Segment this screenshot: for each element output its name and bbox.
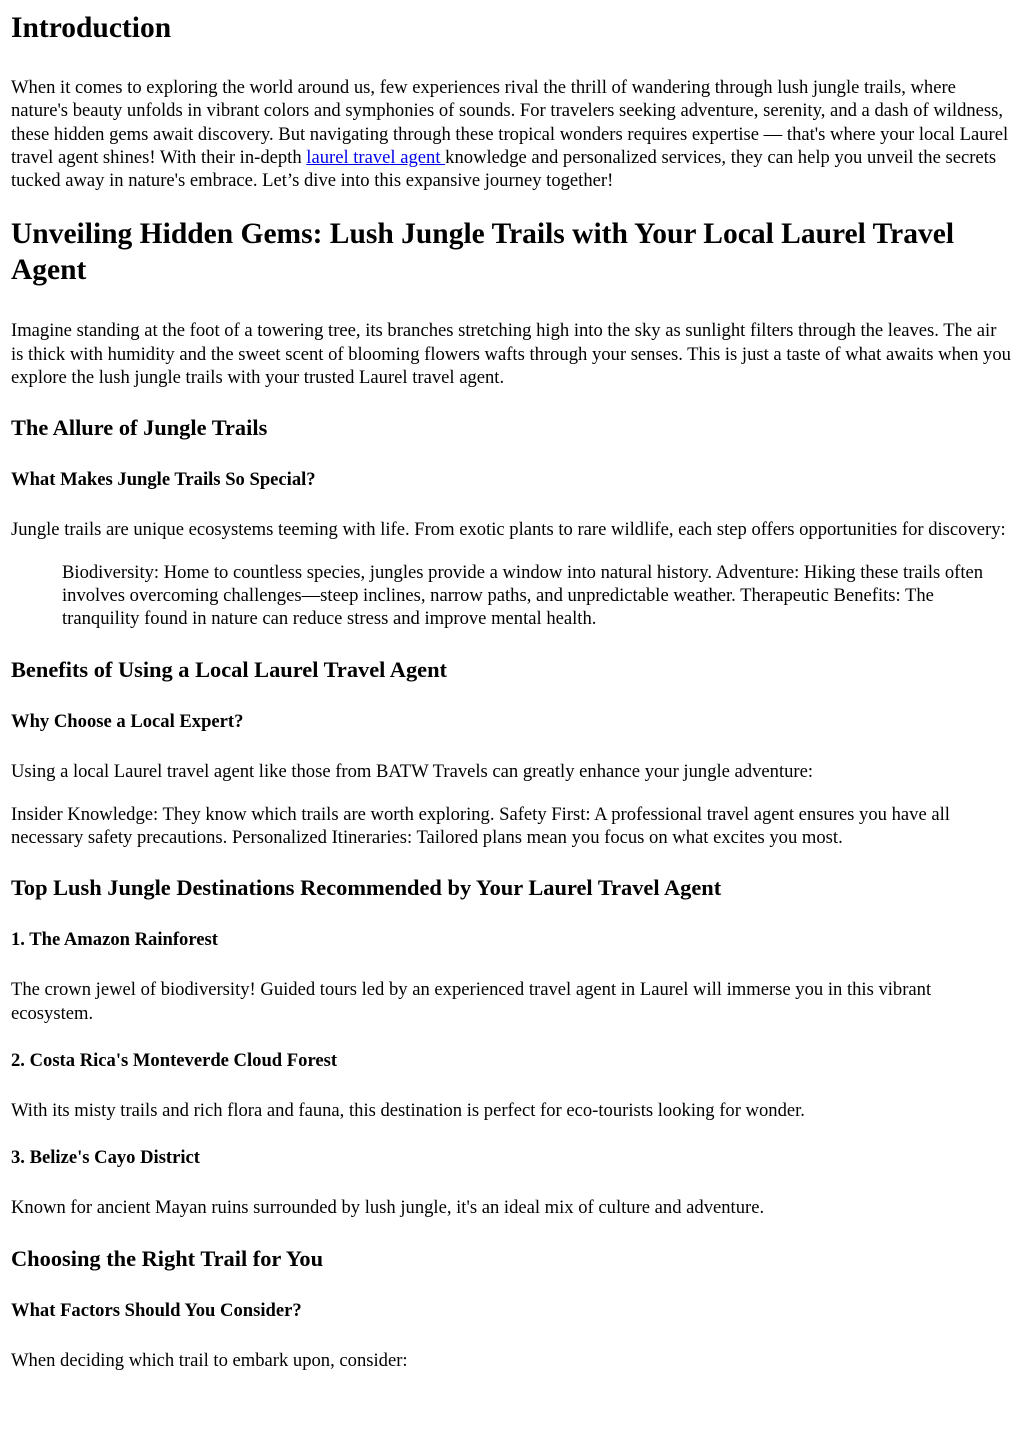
benefits-paragraph-2: Insider Knowledge: They know which trails are worth exploring. Safety First: A professional travel agent ensures you have all necessary safety precautions. Personalized Itineraries: Tailored plans mean you focus on what excites you most. [11, 803, 950, 849]
destination-description: Known for ancient Mayan ruins surrounded by lush jungle, it's an ideal mix of culture and adventure. [11, 1197, 765, 1219]
benefits-subheading: Why Choose a Local Expert? [11, 710, 244, 732]
destination-title: 2. Costa Rica's Monteverde Cloud Forest [11, 1050, 338, 1072]
unveiling-section [11, 216, 1013, 389]
destination-title: 1. The Amazon Rainforest [11, 929, 218, 951]
benefits-section [11, 656, 1013, 850]
unveiling-paragraph: Imagine standing at the foot of a towering tree, its branches stretching high into the sky as sunlight filters through the leaves. The air is thick with humidity and the sweet scent of blooming flowers wafts through your senses. This is just a taste of what awaits when you explore the lush jungle trails with your trusted Laurel travel agent. [11, 320, 1011, 389]
destinations-heading: Top Lush Jungle Destinations Recommended by Your Laurel Travel Agent [11, 875, 722, 901]
intro-paragraph [11, 76, 1013, 192]
unveiling-heading: Unveiling Hidden Gems: Lush Jungle Trails with Your Local Laurel Travel Agent [11, 218, 955, 287]
destination-description: The crown jewel of biodiversity! Guided tours led by an experienced travel agent in Laurel will immerse you in this vibrant ecosystem. [11, 979, 932, 1024]
benefits-paragraph-1: Using a local Laurel travel agent like those from BATW Travels can greatly enhance your jungle adventure: [11, 760, 814, 782]
choosing-heading: Choosing the Right Trail for You [11, 1245, 324, 1271]
benefits-heading: Benefits of Using a Local Laurel Travel Agent [11, 656, 447, 682]
allure-heading: The Allure of Jungle Trails [11, 415, 268, 441]
destination-description: With its misty trails and rich flora and fauna, this destination is perfect for eco-tourists looking for wonder. [11, 1100, 805, 1122]
intro-text-before-link: When it comes to exploring the world around us, few experiences rival the thrill of wandering through lush jungle trails, where nature's beauty unfolds in vibrant colors and symphonies of sounds. For travelers seeking adventure, serenity, and a dash of wildness, these hidden gems await discovery. But navigating through these tropical wonders requires expertise — that's where your local Laurel travel agent shines! With their in-depth [11, 77, 1009, 168]
destination-title: 3. Belize's Cayo District [11, 1147, 200, 1169]
intro-section [11, 0, 1013, 192]
choosing-paragraph: When deciding which trail to embark upon, consider: [11, 1349, 408, 1371]
intro-text-after-link: knowledge and personalized services, they can help you unveil the secrets tucked away in nature's embrace. Let’s dive into this expansive journey together! [11, 146, 997, 192]
choosing-subheading: What Factors Should You Consider? [11, 1299, 302, 1321]
allure-benefits-quote: Biodiversity: Home to countless species, jungles provide a window into natural history. Adventure: Hiking these trails often involves overcoming challenges—steep inclines, narrow paths, and unpredictable weather. Therapeutic Benefits: The tranquility found in nature can reduce stress and improve mental health. [62, 561, 984, 630]
laurel-travel-agent-link[interactable]: laurel travel agent [306, 146, 446, 168]
allure-section [11, 414, 1013, 630]
allure-subheading: What Makes Jungle Trails So Special? [11, 469, 316, 491]
intro-heading: Introduction [11, 12, 172, 44]
destinations-section [11, 874, 1013, 1219]
allure-paragraph: Jungle trails are unique ecosystems teeming with life. From exotic plants to rare wildlife, each step offers opportunities for discovery: [11, 519, 1006, 541]
choosing-section [11, 1245, 1013, 1372]
